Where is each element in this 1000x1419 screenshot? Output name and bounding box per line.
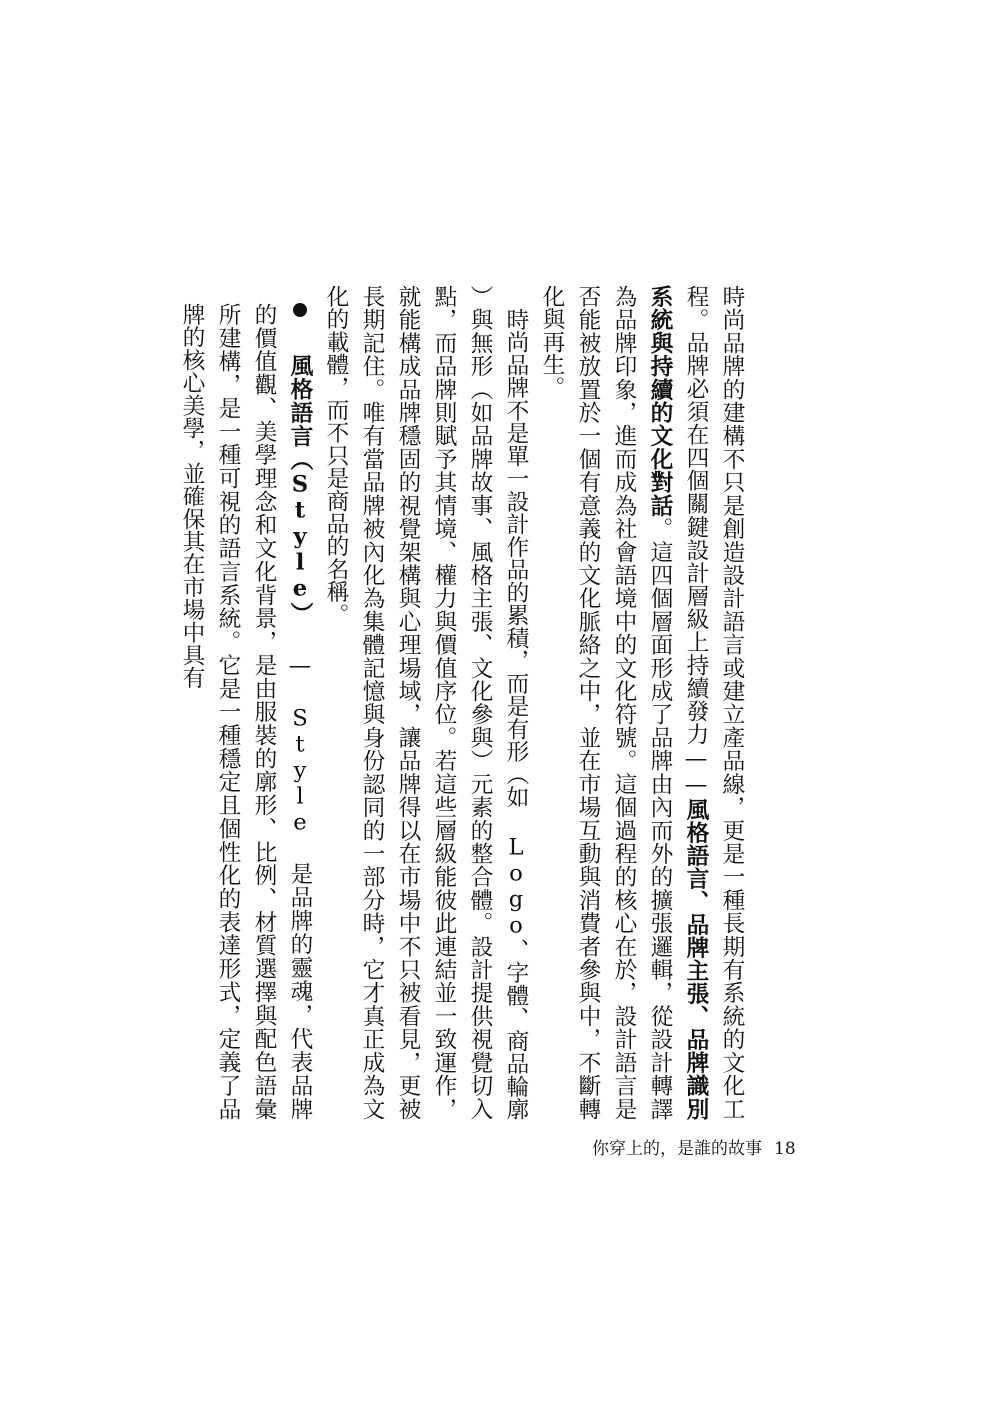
bullet-text: — Style 是品牌的靈魂，代表品牌的價值觀、美學理念和文化背景，是由服裝的廓形、比例、材質選擇與配色語彙所建構，是一種可視的語言系統。它是一種穩定且個性化的表達形式，定義了品牌的核心美學，並確保其在市場中具有 [179,303,313,1121]
bullet-dot-icon [293,303,307,317]
running-title: 你穿上的，是誰的故事 [592,1139,762,1159]
paragraph-1-lead: 時尚品牌的建構不只是創造設計語言或建立產品線，更是一種長期有系統的文化工程。品牌必須在四個關鍵設計層級上持續發力—— [683,285,745,1120]
page-number: 18 [774,1139,796,1159]
page-footer [592,1134,796,1159]
bullet-style-language [174,303,318,1120]
bullet-term: 風格語言（Style） [287,353,313,626]
main-vertical-text [174,285,750,1120]
paragraph-1-rest: 。這四個層面形成了品牌由內而外的擴張邏輯，從設計轉譯為品牌印象，進而成為社會語境中的文化符號。這個過程的核心在於，設計語言是否能被放置於一個有意義的文化脈絡之中，並在市場互動與消費者參與中，不斷轉化與再生。 [539,285,673,1121]
paragraph-1-emphasis: 風格語言、品牌主張、品牌識別系統與持續的文化對話 [647,285,709,1121]
paragraph-2: 時尚品牌不是單一設計作品的累積，而是有形（如 Logo、字體、商品輪廓）與無形（如品牌故事、風格主張、文化參與）元素的整合體。設計提供視覺切入點，而品牌則賦予其情境、權力與價值序位。若這些層級能彼此連結並一致運作，就能構成品牌穩固的視覺架構與心理場域，讓品牌得以在市場中不只被看見，更被長期記住。唯有當品牌被內化為集體記憶與身份認同的一部分時，它才真正成為文化的載體，而不只是商品的名稱。 [323,285,529,1120]
paragraph-1 [534,285,750,1120]
